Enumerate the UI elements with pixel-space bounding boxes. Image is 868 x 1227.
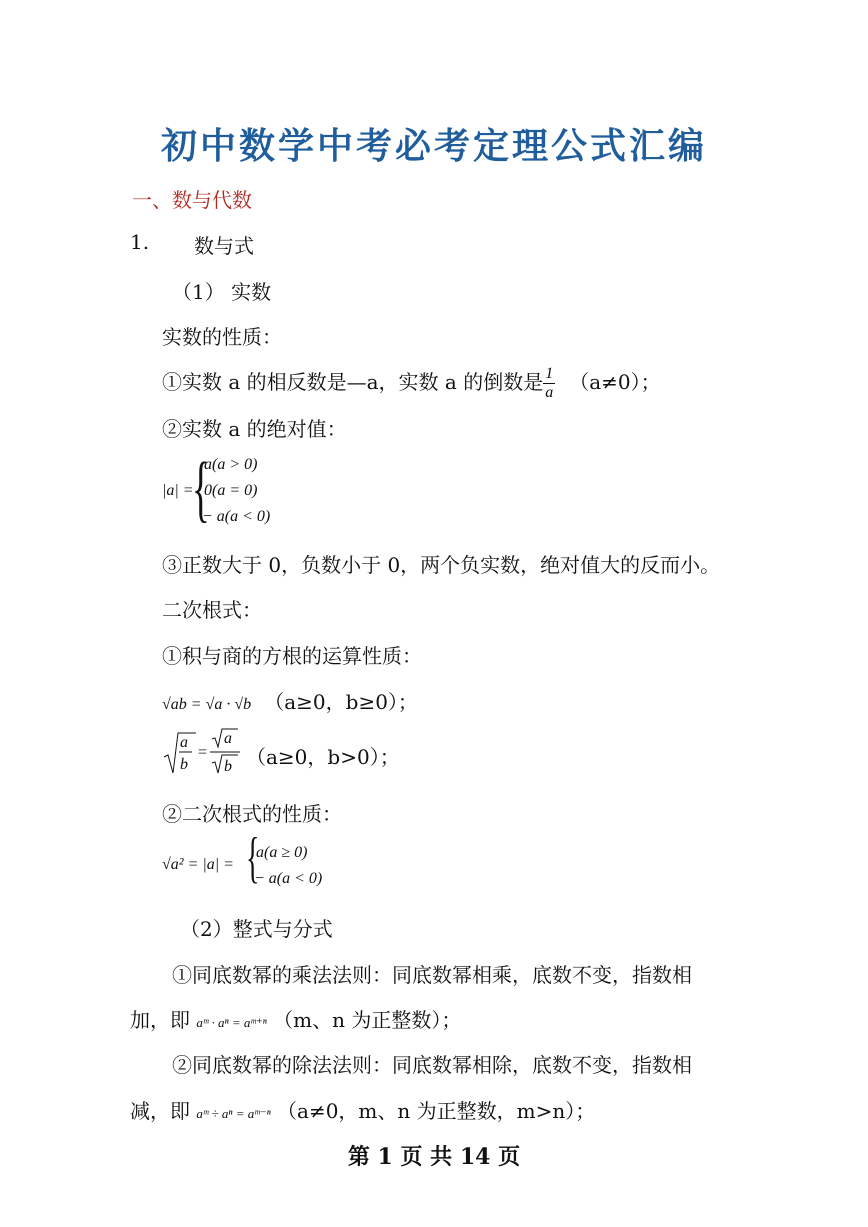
quotient-root-condition: （a≥0，b>0）； [246,745,400,769]
product-root-expression: √ab = √a · √b [162,696,252,713]
radical-rule-2: ②二次根式的性质： [162,802,342,826]
abs-case-2: 0(a = 0) [204,482,258,499]
quotient-root-svg [162,727,246,779]
rule-multiplication-line2 [130,1004,461,1033]
rule-division-line2 [130,1095,595,1124]
rhs-numerator: a [224,730,232,747]
section-heading: 一、数与代数 [132,188,252,212]
part-heading-polynomials: （2）整式与分式 [180,917,333,941]
sqrt-square-lhs: √a² = |a| = [162,856,234,873]
property-1-text: ①实数 a 的相反数是—a，实数 a 的倒数是 [162,370,544,394]
property-2: ②实数 a 的绝对值： [162,417,347,441]
abs-lhs: |a| = [162,482,194,499]
rule-multiplication-line1: ①同底数幂的乘法法则：同底数幂相乘，底数不变，指数相 [172,963,692,987]
lhs-numerator: a [180,734,188,751]
rule-division-line1: ②同底数幂的除法法则：同底数幂相除，底数不变，指数相 [172,1053,692,1077]
sqrt-case-1: a(a ≥ 0) [256,844,308,861]
page-footer: 第 1 页 共 14 页 [347,1144,521,1170]
product-root-formula [162,686,418,715]
sqrt-case-2: − a(a < 0) [254,870,323,887]
property-3: ③正数大于 0，负数小于 0，两个负实数，绝对值大的反而小。 [162,553,721,577]
reciprocal-fraction [543,365,555,402]
radical-rule-1: ①积与商的方根的运算性质： [162,644,422,668]
fraction-numerator: 1 [545,365,554,382]
brace-icon: { [192,448,210,530]
subsection-number: 1. [130,230,150,254]
document-title: 初中数学中考必考定理公式汇编 [160,125,707,167]
properties-heading: 实数的性质： [162,325,282,349]
abs-case-3: − a(a < 0) [202,508,271,525]
product-root-condition: （a≥0，b≥0）； [264,690,418,714]
rule-multiplication-prefix: 加，即 [130,1008,190,1032]
lhs-denominator: b [180,756,188,773]
equals-sign: = [198,744,208,761]
part-heading-real-numbers: （1） 实数 [172,280,272,304]
subsection-label: 数与式 [194,234,254,258]
property-1-condition: （a≠0）； [569,370,661,394]
property-1 [162,365,661,402]
rule-division-formula: aᵐ ÷ aⁿ = aᵐ⁻ⁿ [196,1106,271,1121]
rule-multiplication-formula: aᵐ · aⁿ = aᵐ⁺ⁿ [196,1015,267,1030]
abs-case-1: a(a > 0) [204,456,258,473]
rule-multiplication-condition: （m、n 为正整数）； [273,1008,462,1032]
rule-division-condition: （a≠0，m、n 为正整数，m>n）； [277,1099,596,1123]
rhs-denominator: b [224,758,232,775]
radical-heading: 二次根式： [162,598,262,622]
brace-icon: { [246,827,260,889]
rule-division-prefix: 减，即 [130,1099,190,1123]
fraction-denominator: a [545,384,554,401]
